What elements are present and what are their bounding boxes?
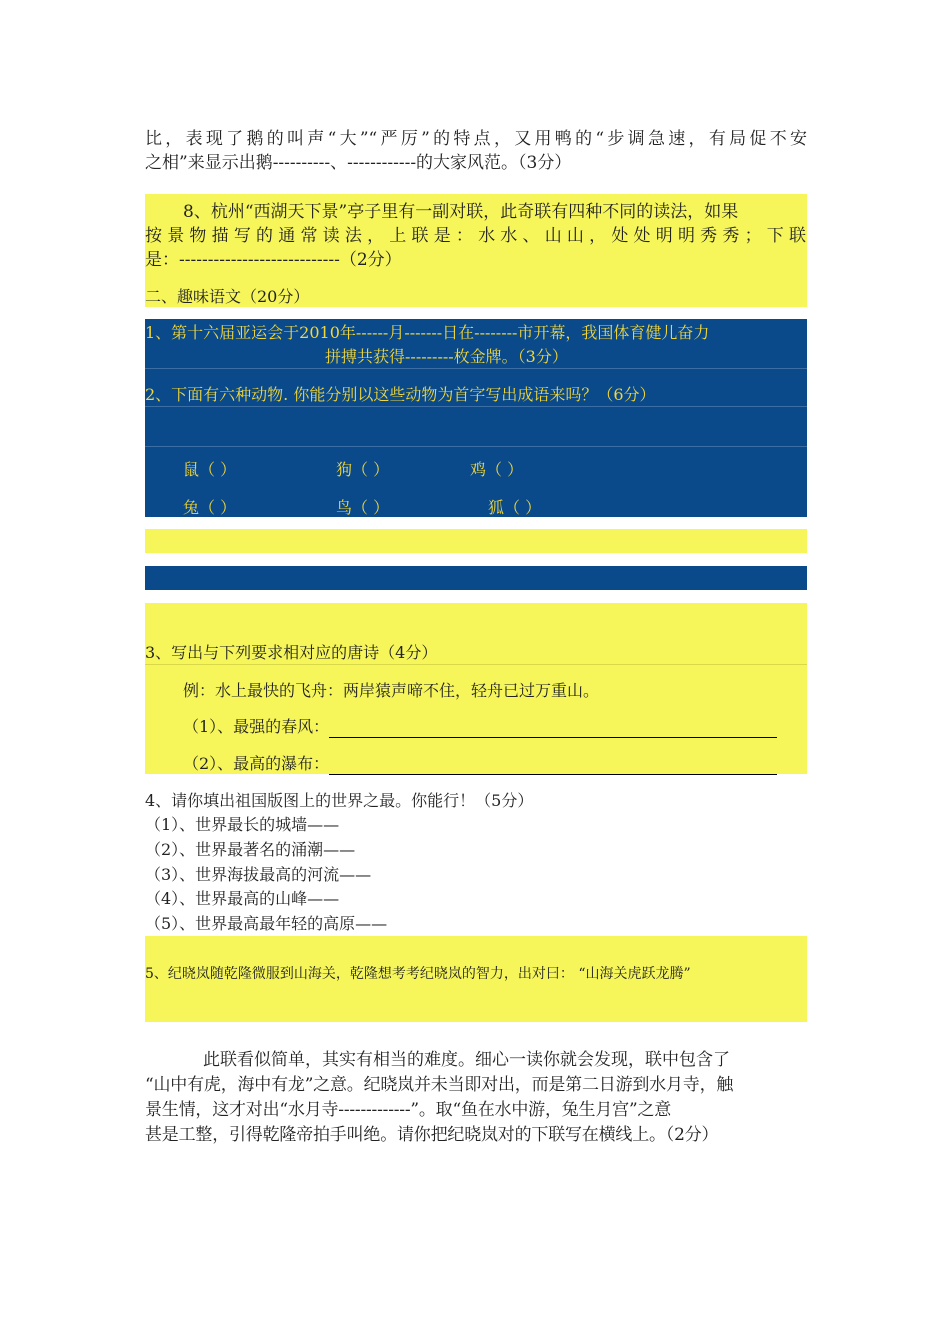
separator-line <box>145 406 807 407</box>
separator-line <box>145 446 807 447</box>
animal-fox: 狐（ ） <box>488 498 542 517</box>
animal-bird: 鸟（ ） <box>336 498 390 517</box>
question-4-item-4: （4）、世界最高的山峰—— <box>145 889 340 908</box>
closing-paragraph-line-3: 景生情，这才对出“水月寺-------------”。取“鱼在水中游，兔生月宫”之意 <box>145 1100 672 1120</box>
empty-yellow-band <box>145 529 807 553</box>
question-3-item-2 <box>183 753 777 775</box>
animal-chicken: 鸡（ ） <box>470 460 524 479</box>
top-paragraph-line-2: 之相”来显示出鹅----------、------------的大家风范。（3分） <box>145 153 572 173</box>
top-paragraph-line-1: 比，表现了鹅的叫声“大”“严厉”的特点，又用鸭的“步调急速，有局促不安 <box>145 129 807 149</box>
animal-rat: 鼠（ ） <box>183 460 237 479</box>
section-2-title: 二、趣味语文（20分） <box>145 287 310 306</box>
question-2-title: 2、下面有六种动物. 你能分别以这些动物为首字写出成语来吗？（6分） <box>145 385 656 404</box>
answer-blank-1[interactable] <box>329 737 777 738</box>
question-3-item-2-label: （2）、最高的瀑布： <box>183 754 330 773</box>
question-4-item-5: （5）、世界最高最年轻的高原—— <box>145 914 388 933</box>
question-1-line-2: 拼搏共获得---------枚金牌。（3分） <box>325 347 568 366</box>
answer-blank-2[interactable] <box>329 774 777 775</box>
question-1-line-1: 1、第十六届亚运会于2010年------月-------日在--------市开幕，我国体育健儿奋力 <box>145 323 710 342</box>
question-8-line-1: 8、杭州“西湖天下景”亭子里有一副对联，此奇联有四种不同的读法，如果 <box>183 202 739 222</box>
question-8-line-2: 按景物描写的通常读法，上联是：水水、山山，处处明明秀秀；下联 <box>145 226 807 246</box>
question-3-title: 3、写出与下列要求相对应的唐诗（4分） <box>145 643 438 662</box>
animal-dog: 狗（ ） <box>336 460 390 479</box>
question-5-title: 5、纪晓岚随乾隆微服到山海关，乾隆想考考纪晓岚的智力，出对曰： “山海关虎跃龙腾” <box>145 966 691 982</box>
closing-paragraph-line-2: “山中有虎，海中有龙”之意。纪晓岚并未当即对出，而是第二日游到水月寺，触 <box>145 1075 734 1095</box>
animal-rabbit: 兔（ ） <box>183 498 237 517</box>
question-4-item-1: （1）、世界最长的城墙—— <box>145 815 340 834</box>
question-4-item-3: （3）、世界海拔最高的河流—— <box>145 865 372 884</box>
question-3-item-1 <box>183 716 777 738</box>
closing-paragraph-line-1: 此联看似简单，其实有相当的难度。细心一读你就会发现，联中包含了 <box>203 1050 730 1070</box>
question-3-item-1-label: （1）、最强的春风： <box>183 717 330 736</box>
question-4-title: 4、请你填出祖国版图上的世界之最。你能行！（5分） <box>145 791 534 810</box>
question-3-example: 例：水上最快的飞舟：两岸猿声啼不住，轻舟已过万重山。 <box>183 681 600 700</box>
empty-blue-band <box>145 566 807 590</box>
question-8-line-3: 是：----------------------------（2分） <box>145 250 402 270</box>
separator-line <box>145 664 807 665</box>
question-4-item-2: （2）、世界最著名的涌潮—— <box>145 840 356 859</box>
separator-line <box>145 368 807 369</box>
closing-paragraph-line-4: 甚是工整，引得乾隆帝拍手叫绝。请你把纪晓岚对的下联写在横线上。（2分） <box>145 1125 719 1145</box>
